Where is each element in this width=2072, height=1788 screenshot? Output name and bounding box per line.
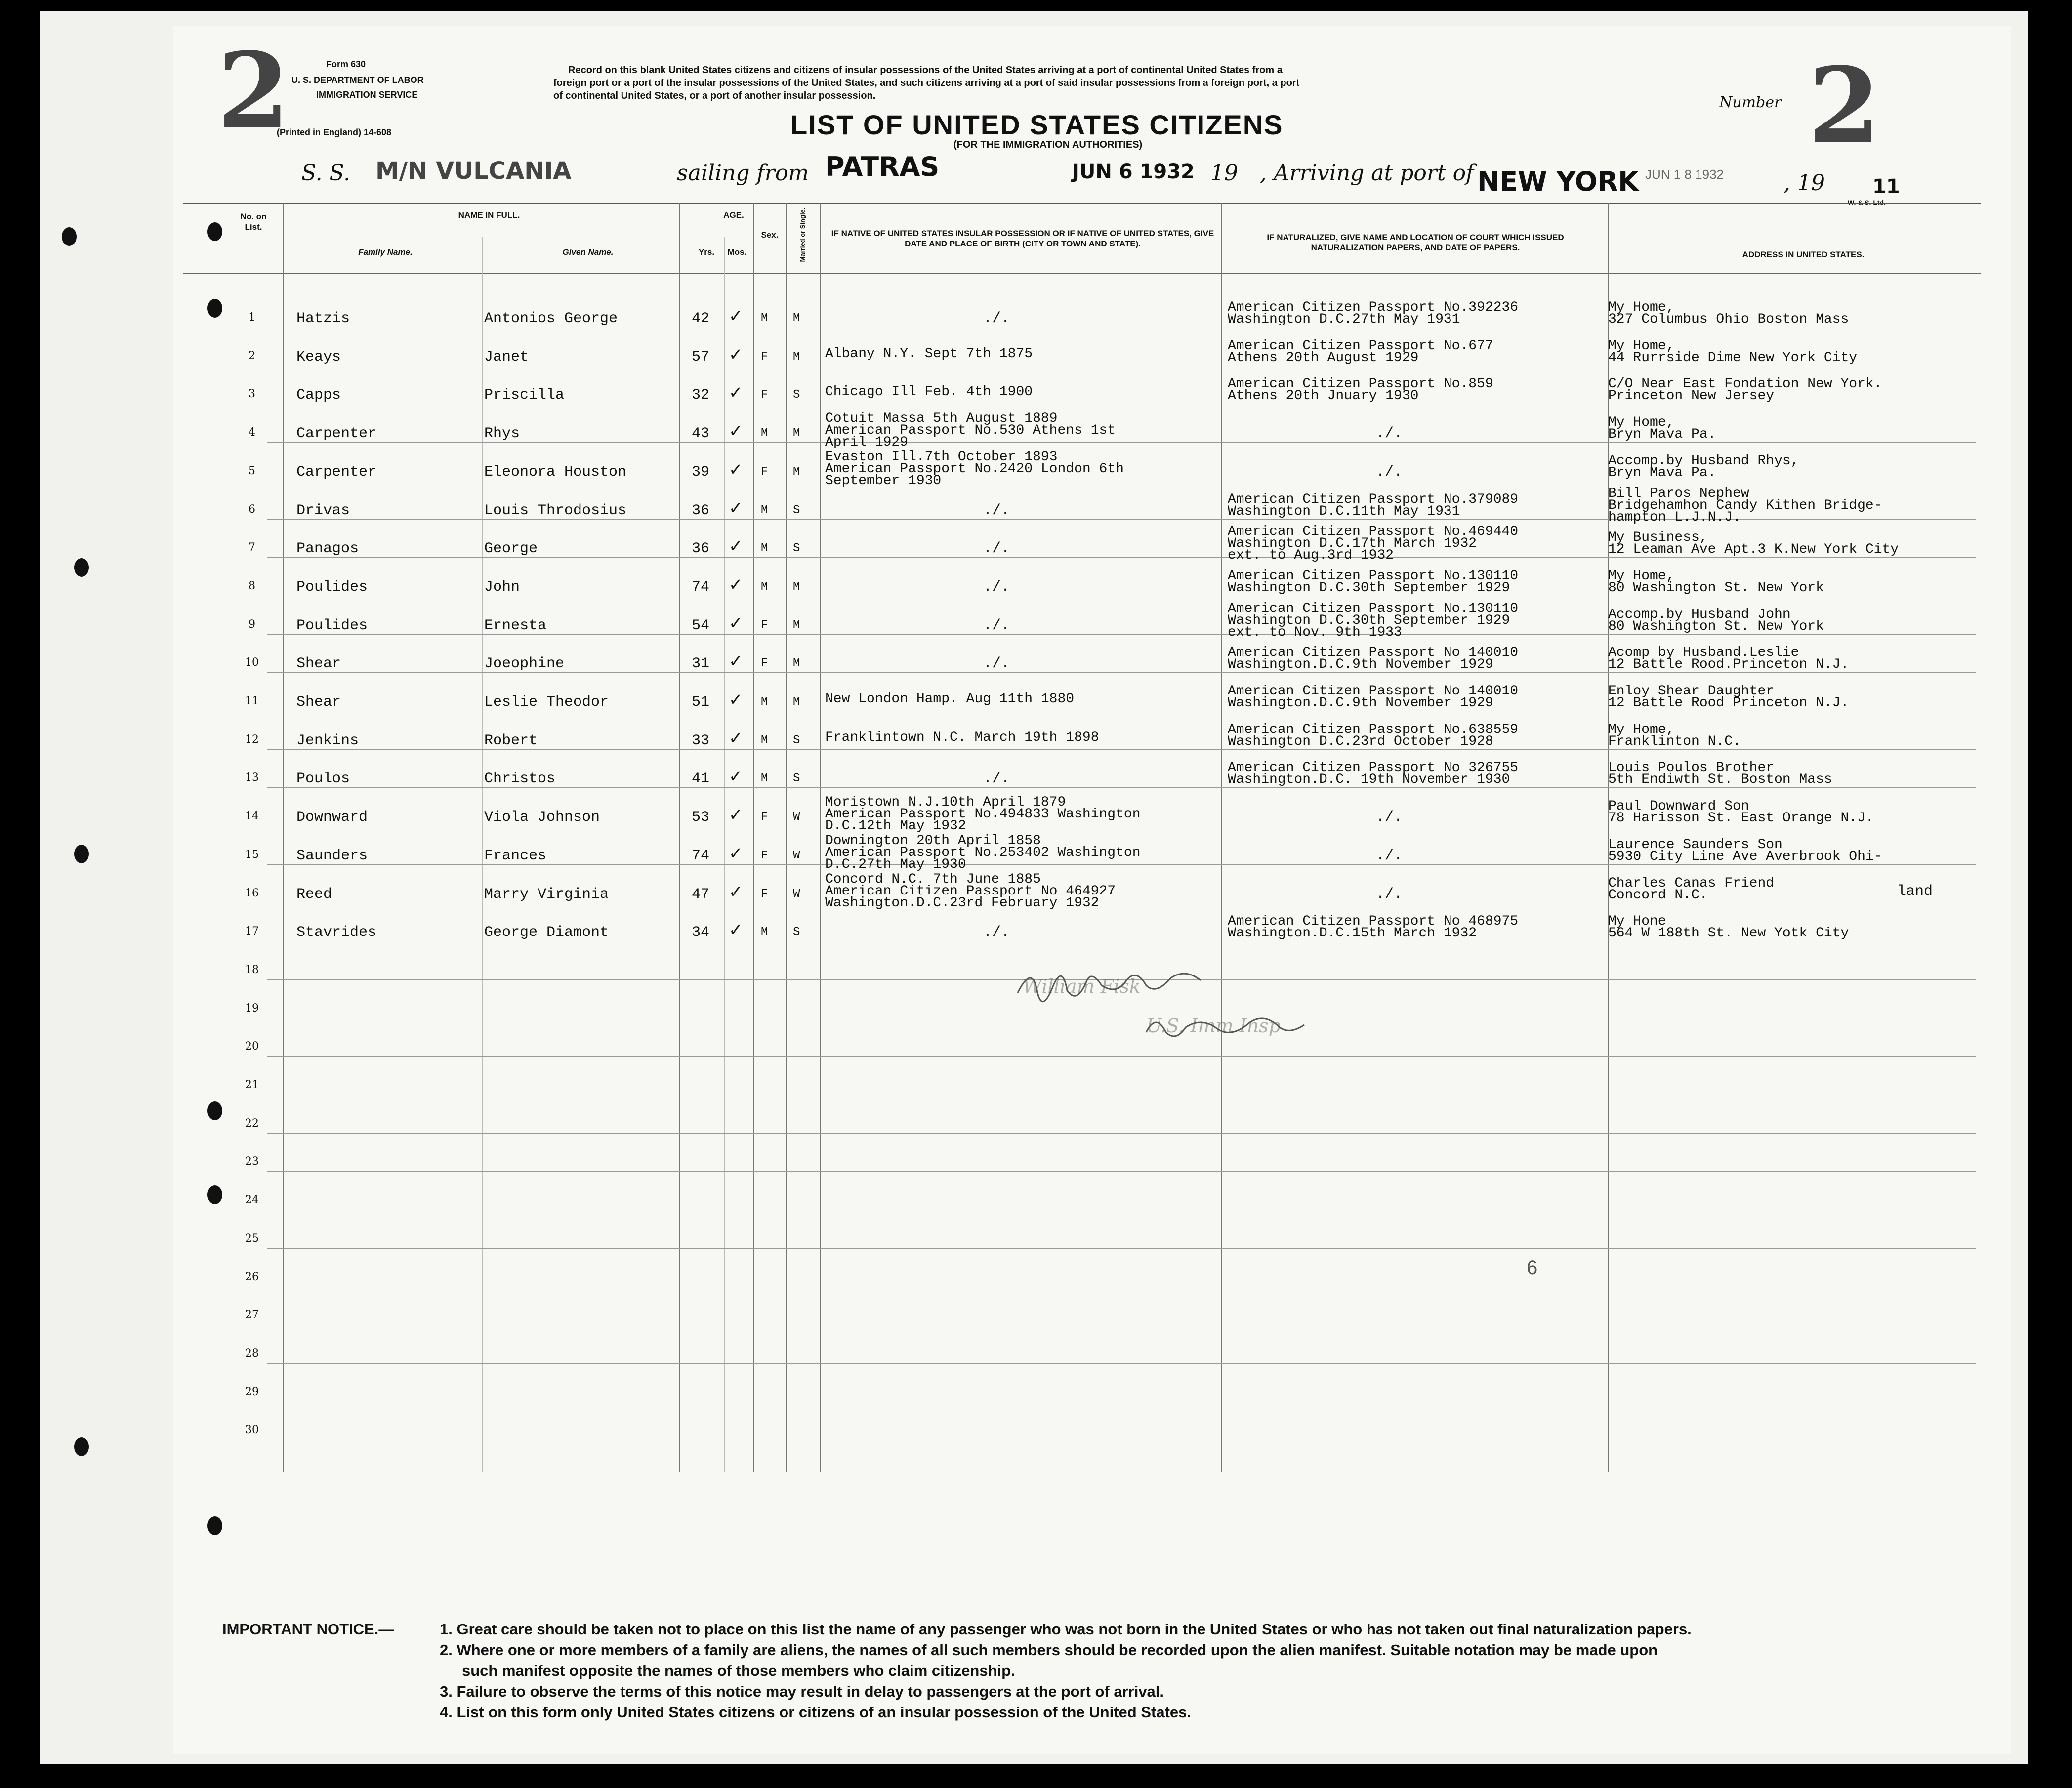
birth-info: ./. <box>983 578 1010 596</box>
given-name: Priscilla <box>484 387 565 404</box>
arrival-date-stamp: JUN 1 8 1932 <box>1645 167 1724 182</box>
birth-info: Chicago Ill Feb. 4th 1900 <box>825 384 1033 400</box>
address-line: My Hone <box>1608 914 1666 930</box>
address-line: Charles Canas Friend <box>1608 875 1775 891</box>
col-divider <box>679 203 680 1472</box>
printed-label: (Printed in England) 14-608 <box>277 127 392 137</box>
birth-info: American Passport No.253402 Washington <box>825 845 1141 860</box>
marital-status: M <box>793 657 800 671</box>
naturalization-info: Washington.D.C.9th November 1929 <box>1228 657 1493 673</box>
row-number: 16 <box>245 887 259 899</box>
given-name: George Diamont <box>484 924 609 941</box>
sex: M <box>761 427 768 441</box>
binder-hole <box>207 1516 222 1535</box>
sex: F <box>761 811 768 824</box>
sex: M <box>761 926 768 939</box>
row-number: 21 <box>245 1079 259 1091</box>
naturalization-info: ext. to Nov. 9th 1933 <box>1228 624 1402 640</box>
naturalization-info: Washington D.C.23rd October 1928 <box>1228 733 1493 749</box>
given-name: Leslie Theodor <box>484 694 609 711</box>
family-name: Panagos <box>296 540 359 558</box>
age-years: 57 <box>692 348 710 366</box>
address-line: Enloy Shear Daughter <box>1608 684 1775 699</box>
naturalization-info: ./. <box>1376 425 1403 443</box>
naturalization-info: Washington D.C.27th May 1931 <box>1228 312 1460 327</box>
row-number: 25 <box>245 1232 259 1245</box>
row-rule <box>267 672 1976 673</box>
naturalization-info: ./. <box>1376 809 1403 826</box>
sex: M <box>761 695 768 709</box>
address-line: 5930 City Line Ave Averbrook Ohi- <box>1608 849 1882 864</box>
row-number: 22 <box>245 1117 259 1130</box>
address-line: Accomp.by Husband John <box>1608 607 1791 622</box>
binder-hole <box>74 1437 89 1456</box>
address-line: Bryn Mava Pa. <box>1608 465 1716 481</box>
given-name: Joeophine <box>484 655 565 673</box>
page-title: LIST OF UNITED STATES CITIZENS <box>790 109 1284 140</box>
form-number: Form 630 <box>326 59 366 69</box>
page-number-right: 2 <box>1808 44 1881 166</box>
address-line: C/O Near East Fondation New York. <box>1608 376 1882 392</box>
age-years: 41 <box>692 771 710 788</box>
row-rule <box>267 1363 1976 1364</box>
col-divider <box>786 203 787 1472</box>
check-mark-icon: ✓ <box>729 537 743 556</box>
age-years: 42 <box>692 310 710 327</box>
marital-status: M <box>793 427 800 441</box>
naturalization-info: American Citizen Passport No.638559 <box>1228 722 1519 737</box>
header-bottom-rule <box>183 273 1981 274</box>
table-top-rule <box>183 203 1981 204</box>
binder-hole <box>62 227 77 246</box>
age-years: 53 <box>692 809 710 826</box>
marital-status: M <box>793 695 800 709</box>
header-yrs: Yrs. <box>698 247 715 257</box>
row-rule <box>267 1248 1976 1249</box>
arrival-year-label: , 19 <box>1783 170 1825 196</box>
age-years: 54 <box>692 617 710 634</box>
age-years: 34 <box>692 924 710 941</box>
birth-info: September 1930 <box>825 473 942 488</box>
address-line: 12 Battle Rood.Princeton N.J. <box>1608 657 1849 673</box>
family-name: Carpenter <box>296 463 377 481</box>
row-rule <box>267 749 1976 750</box>
row-number: 8 <box>249 579 255 592</box>
marital-status: W <box>793 811 800 824</box>
signature-text-1: William Fisk <box>1023 975 1141 997</box>
row-number: 7 <box>249 541 255 554</box>
port-from: PATRAS <box>825 151 940 182</box>
header-given-name: Given Name. <box>562 247 614 257</box>
naturalization-info: ./. <box>1376 886 1403 903</box>
address-line: Laurence Saunders Son <box>1608 837 1782 853</box>
check-mark-icon: ✓ <box>729 806 743 825</box>
row-number: 26 <box>245 1270 259 1283</box>
binder-hole <box>74 558 89 577</box>
header-naturalized: IF NATURALIZED, GIVE NAME AND LOCATION OF COURT WHICH ISSUED NATURALIZATION PAPERS, AND DATE OF PAPERS. <box>1267 233 1564 252</box>
sex: F <box>761 388 768 402</box>
birth-info: ./. <box>983 540 1010 558</box>
naturalization-info: Athens 20th August 1929 <box>1228 350 1419 366</box>
binder-hole <box>207 299 222 318</box>
row-number: 20 <box>245 1040 259 1053</box>
check-mark-icon: ✓ <box>729 882 743 901</box>
family-name: Drivas <box>296 502 350 519</box>
address-line: 564 W 188th St. New Yotk City <box>1608 926 1849 941</box>
naturalization-info: American Citizen Passport No 468975 <box>1228 914 1519 930</box>
marital-status: W <box>793 849 800 862</box>
number-label: Number <box>1719 94 1782 111</box>
row-number: 19 <box>245 1002 259 1015</box>
birth-info: ./. <box>983 310 1010 327</box>
row-number: 1 <box>249 311 255 324</box>
row-number: 3 <box>249 388 255 401</box>
stray-mark: 6 <box>1527 1257 1538 1279</box>
notice-label: IMPORTANT NOTICE.— <box>222 1621 394 1638</box>
address-line: Acomp by Husband.Leslie <box>1608 645 1799 661</box>
naturalization-info: ext. to Aug.3rd 1932 <box>1228 548 1394 564</box>
row-number: 17 <box>245 925 259 938</box>
check-mark-icon: ✓ <box>729 767 743 786</box>
age-years: 31 <box>692 655 710 673</box>
age-years: 36 <box>692 502 710 519</box>
row-rule <box>267 787 1976 788</box>
record-instruction-2: foreign port or a port of the insular possessions of the United States, and such citizens arriving at a port of said insular possessions from a foreign port, a port <box>553 78 1300 88</box>
birth-info: Franklintown N.C. March 19th 1898 <box>825 730 1099 745</box>
address-overflow: land <box>1897 883 1933 900</box>
family-name: Jenkins <box>296 732 359 749</box>
given-name: Frances <box>484 847 547 864</box>
service-label: IMMIGRATION SERVICE <box>316 90 418 100</box>
binder-hole <box>74 845 89 863</box>
naturalization-info: American Citizen Passport No.677 <box>1228 338 1493 354</box>
family-name: Carpenter <box>296 425 377 443</box>
birth-info: American Passport No.530 Athens 1st <box>825 423 1116 439</box>
marital-status: M <box>793 618 800 632</box>
family-name: Saunders <box>296 847 368 864</box>
address-line: 80 Washington St. New York <box>1608 618 1824 634</box>
notice-item-2: 2. Where one or more members of a family are aliens, the names of all such members should be recorded upon the alien manifest. Suitable notation may be made upon <box>440 1641 1658 1659</box>
record-instruction-1: Record on this blank United States citizens and citizens of insular possessions of the United States arriving at a port of continental United States from a <box>568 65 1283 76</box>
notice-item-1: 1. Great care should be taken not to place on this list the name of any passenger who was not born in the United States or who has not taken out final naturalization papers. <box>440 1621 1692 1638</box>
naturalization-info: American Citizen Passport No 326755 <box>1228 760 1519 776</box>
port-arrival: NEW YORK <box>1477 166 1639 197</box>
check-mark-icon: ✓ <box>729 383 743 403</box>
row-rule <box>267 1133 1976 1134</box>
age-years: 33 <box>692 732 710 749</box>
given-name: Ernesta <box>484 617 547 634</box>
header-married: Married or Single. <box>799 207 806 262</box>
address-line: Bridgehamhon Candy Kithen Bridge- <box>1608 497 1882 513</box>
address-line: hampton L.J.N.J. <box>1608 509 1741 525</box>
row-number: 4 <box>249 426 255 439</box>
address-line: Franklinton N.C. <box>1608 733 1741 749</box>
col-divider <box>820 203 821 1472</box>
marital-status: M <box>793 465 800 479</box>
sex: M <box>761 503 768 517</box>
naturalization-info: ./. <box>1376 463 1403 481</box>
birth-info: New London Hamp. Aug 11th 1880 <box>825 691 1075 707</box>
birth-info: April 1929 <box>825 435 909 450</box>
family-name: Poulos <box>296 771 350 788</box>
row-number: 27 <box>245 1309 259 1322</box>
row-number: 29 <box>245 1385 259 1398</box>
naturalization-info: Athens 20th Jnuary 1930 <box>1228 388 1419 404</box>
check-mark-icon: ✓ <box>729 422 743 441</box>
check-mark-icon: ✓ <box>729 575 743 594</box>
row-rule <box>267 634 1976 635</box>
age-years: 36 <box>692 540 710 558</box>
row-number: 12 <box>245 733 259 746</box>
address-line: My Home, <box>1608 300 1675 315</box>
sex: F <box>761 849 768 862</box>
sex: F <box>761 657 768 671</box>
birth-info: American Passport No.2420 London 6th <box>825 461 1124 477</box>
row-number: 9 <box>249 618 255 631</box>
naturalization-info: Washington.D.C. 19th November 1930 <box>1228 772 1510 788</box>
family-name: Shear <box>296 655 341 673</box>
address-line: My Home, <box>1608 415 1675 431</box>
row-rule <box>267 864 1976 865</box>
check-mark-icon: ✓ <box>729 691 743 709</box>
header-no-on-list: No. on List. <box>240 212 267 232</box>
birth-info: Cotuit Massa 5th August 1889 <box>825 411 1058 427</box>
header-mos: Mos. <box>727 247 747 257</box>
row-number: 15 <box>245 848 259 861</box>
address-line: 327 Columbus Ohio Boston Mass <box>1608 312 1849 327</box>
naturalization-info: Washington D.C.17th March 1932 <box>1228 536 1477 552</box>
notice-item-3: 3. Failure to observe the terms of this notice may result in delay to passengers at the port of arrival. <box>440 1683 1164 1700</box>
given-name: Robert <box>484 732 538 749</box>
date-sailed: JUN 6 1932 <box>1072 161 1195 183</box>
sailing-from-label: sailing from <box>677 161 809 186</box>
naturalization-info: American Citizen Passport No.469440 <box>1228 524 1519 540</box>
birth-info: Downington 20th April 1858 <box>825 833 1041 849</box>
age-years: 43 <box>692 425 710 443</box>
given-name: Viola Johnson <box>484 809 600 826</box>
naturalization-info: American Citizen Passport No 140010 <box>1228 645 1519 661</box>
row-number: 24 <box>245 1194 259 1207</box>
birth-info: Moristown N.J.10th April 1879 <box>825 795 1066 811</box>
page-subtitle: (FOR THE IMMIGRATION AUTHORITIES) <box>953 139 1143 150</box>
address-line: My Home, <box>1608 338 1675 354</box>
birth-info: ./. <box>983 655 1010 673</box>
marital-status: S <box>793 388 800 402</box>
age-years: 47 <box>692 886 710 903</box>
family-name: Keays <box>296 348 341 366</box>
row-number: 6 <box>249 503 255 516</box>
col-divider <box>283 203 284 1472</box>
row-rule <box>267 557 1976 558</box>
notice-item-4: 4. List on this form only United States citizens or citizens of an insular possession of the United States. <box>440 1704 1191 1721</box>
record-instruction-3: of continental United States, or a port of another insular possession. <box>553 90 876 101</box>
birth-info: Albany N.Y. Sept 7th 1875 <box>825 346 1033 362</box>
naturalization-info: American Citizen Passport No.130110 <box>1228 601 1519 616</box>
marital-status: S <box>793 503 800 517</box>
given-name: Rhys <box>484 425 520 443</box>
given-name: Eleonora Houston <box>484 463 627 481</box>
birth-info: American Passport No.494833 Washington <box>825 807 1141 822</box>
check-mark-icon: ✓ <box>729 844 743 863</box>
check-mark-icon: ✓ <box>729 498 743 518</box>
row-number: 30 <box>245 1424 259 1437</box>
age-years: 32 <box>692 387 710 404</box>
address-line: 44 Rurrside Dime New York City <box>1608 350 1858 366</box>
row-number: 13 <box>245 772 259 784</box>
header-family-name: Family Name. <box>358 247 413 257</box>
naturalization-info: American Citizen Passport No.379089 <box>1228 491 1519 507</box>
sex: M <box>761 772 768 786</box>
address-line: Louis Poulos Brother <box>1608 760 1775 776</box>
naturalization-info: Washington.D.C.9th November 1929 <box>1228 695 1493 711</box>
ss-label: S. S. <box>301 161 351 186</box>
address-line: Concord N.C. <box>1608 887 1708 903</box>
binder-hole <box>207 1185 222 1204</box>
birth-info: ./. <box>983 924 1010 941</box>
header-name-in-full: NAME IN FULL. <box>458 210 520 220</box>
year-label: 19 <box>1210 161 1238 186</box>
address-line: 80 Washington St. New York <box>1608 580 1824 596</box>
birth-info: Evaston Ill.7th October 1893 <box>825 449 1058 465</box>
naturalization-info: American Citizen Passport No.392236 <box>1228 300 1519 315</box>
naturalization-info: American Citizen Passport No.859 <box>1228 376 1493 392</box>
ship-name: M/N VULCANIA <box>375 157 572 185</box>
given-name: Christos <box>484 771 556 788</box>
family-name: Reed <box>296 886 332 903</box>
check-mark-icon: ✓ <box>729 652 743 671</box>
birth-info: D.C.27th May 1930 <box>825 856 966 872</box>
row-number: 10 <box>245 656 259 669</box>
row-number: 28 <box>245 1347 259 1360</box>
address-line: Accomp.by Husband Rhys, <box>1608 453 1799 469</box>
birth-info: ./. <box>983 617 1010 634</box>
row-number: 2 <box>249 349 255 362</box>
marital-status: W <box>793 887 800 901</box>
age-years: 51 <box>692 694 710 711</box>
page-number-left: 2 <box>217 30 290 152</box>
address-line: Bryn Mava Pa. <box>1608 427 1716 443</box>
binder-hole <box>207 222 222 241</box>
given-name: Louis Throdosius <box>484 502 627 519</box>
naturalization-info: Washington D.C.30th September 1929 <box>1228 580 1510 596</box>
naturalization-info: ./. <box>1376 847 1403 864</box>
row-number: 5 <box>249 464 255 477</box>
sex: M <box>761 580 768 594</box>
marital-status: S <box>793 733 800 747</box>
naturalization-info: Washington D.C.11th May 1931 <box>1228 503 1460 519</box>
sex: F <box>761 887 768 901</box>
naturalization-info: Washington D.C.30th September 1929 <box>1228 612 1510 628</box>
naturalization-info: American Citizen Passport No 140010 <box>1228 684 1519 699</box>
sex: F <box>761 465 768 479</box>
family-name: Shear <box>296 694 341 711</box>
sex: M <box>761 312 768 325</box>
address-line: 12 Leaman Ave Apt.3 K.New York City <box>1608 542 1899 558</box>
header-birth: IF NATIVE OF UNITED STATES INSULAR POSSESSION OR IF NATIVE OF UNITED STATES, GIVE DATE AND PLACE OF BIRTH (CITY OR TOWN AND STATE). <box>831 229 1214 248</box>
row-number: 11 <box>245 695 259 707</box>
marital-status: S <box>793 772 800 786</box>
family-name: Stavrides <box>296 924 377 941</box>
marital-status: S <box>793 926 800 939</box>
sex: F <box>761 350 768 364</box>
sex: F <box>761 618 768 632</box>
signature-text-2: U.S. Imm Insp <box>1146 1015 1281 1037</box>
sex: M <box>761 542 768 556</box>
given-name: George <box>484 540 538 558</box>
given-name: John <box>484 578 520 596</box>
marital-status: M <box>793 312 800 325</box>
check-mark-icon: ✓ <box>729 345 743 364</box>
address-line: 12 Battle Rood Princeton N.J. <box>1608 695 1849 711</box>
binder-hole <box>207 1101 222 1120</box>
birth-info: ./. <box>983 771 1010 788</box>
family-name: Poulides <box>296 617 368 634</box>
birth-info: ./. <box>983 502 1010 519</box>
header-address: ADDRESS IN UNITED STATES. <box>1742 250 1865 259</box>
address-line: My Home, <box>1608 722 1675 737</box>
address-line: Bill Paros Nephew <box>1608 486 1749 501</box>
marital-status: S <box>793 542 800 556</box>
row-rule <box>267 1056 1976 1057</box>
header-age: AGE. <box>723 210 744 220</box>
address-line: Princeton New Jersey <box>1608 388 1775 404</box>
department-label: U. S. DEPARTMENT OF LABOR <box>291 75 424 85</box>
address-line: Paul Downward Son <box>1608 799 1749 814</box>
family-name: Hatzis <box>296 310 350 327</box>
marital-status: M <box>793 580 800 594</box>
row-rule <box>267 1171 1976 1172</box>
address-line: My Home, <box>1608 568 1675 584</box>
given-name: Antonios George <box>484 310 618 327</box>
birth-info: Concord N.C. 7th June 1885 <box>825 871 1041 887</box>
naturalization-info: Washington.D.C.15th March 1932 <box>1228 926 1477 941</box>
sheet-number: 11 <box>1872 175 1900 198</box>
given-name: Janet <box>484 348 529 366</box>
given-name: Marry Virginia <box>484 886 609 903</box>
birth-info: American Citizen Passport No 464927 <box>825 883 1116 899</box>
birth-info: Washington.D.C.23rd February 1932 <box>825 895 1099 911</box>
check-mark-icon: ✓ <box>729 921 743 940</box>
address-line: 78 Harisson St. East Orange N.J. <box>1608 811 1874 826</box>
arriving-label: , Arriving at port of <box>1260 161 1474 186</box>
family-name: Downward <box>296 809 368 826</box>
header-sex: Sex. <box>761 230 779 240</box>
row-number: 14 <box>245 810 259 823</box>
family-name: Capps <box>296 387 341 404</box>
row-number: 18 <box>245 963 259 976</box>
check-mark-icon: ✓ <box>729 613 743 633</box>
address-line: 5th Endiwth St. Boston Mass <box>1608 772 1832 788</box>
col-divider <box>753 203 754 1472</box>
check-mark-icon: ✓ <box>729 729 743 748</box>
marital-status: M <box>793 350 800 364</box>
age-years: 74 <box>692 578 710 596</box>
age-years: 39 <box>692 463 710 481</box>
birth-info: D.C.12th May 1932 <box>825 818 966 834</box>
col-divider <box>1221 203 1222 1472</box>
address-line: My Business, <box>1608 530 1708 546</box>
notice-item-2b: such manifest opposite the names of those members who claim citizenship. <box>462 1662 1015 1679</box>
sex: M <box>761 733 768 747</box>
family-name: Poulides <box>296 578 368 596</box>
row-rule <box>267 442 1976 443</box>
naturalization-info: American Citizen Passport No.130110 <box>1228 568 1519 584</box>
row-number: 23 <box>245 1155 259 1168</box>
age-years: 74 <box>692 847 710 864</box>
check-mark-icon: ✓ <box>729 460 743 479</box>
check-mark-icon: ✓ <box>729 307 743 325</box>
